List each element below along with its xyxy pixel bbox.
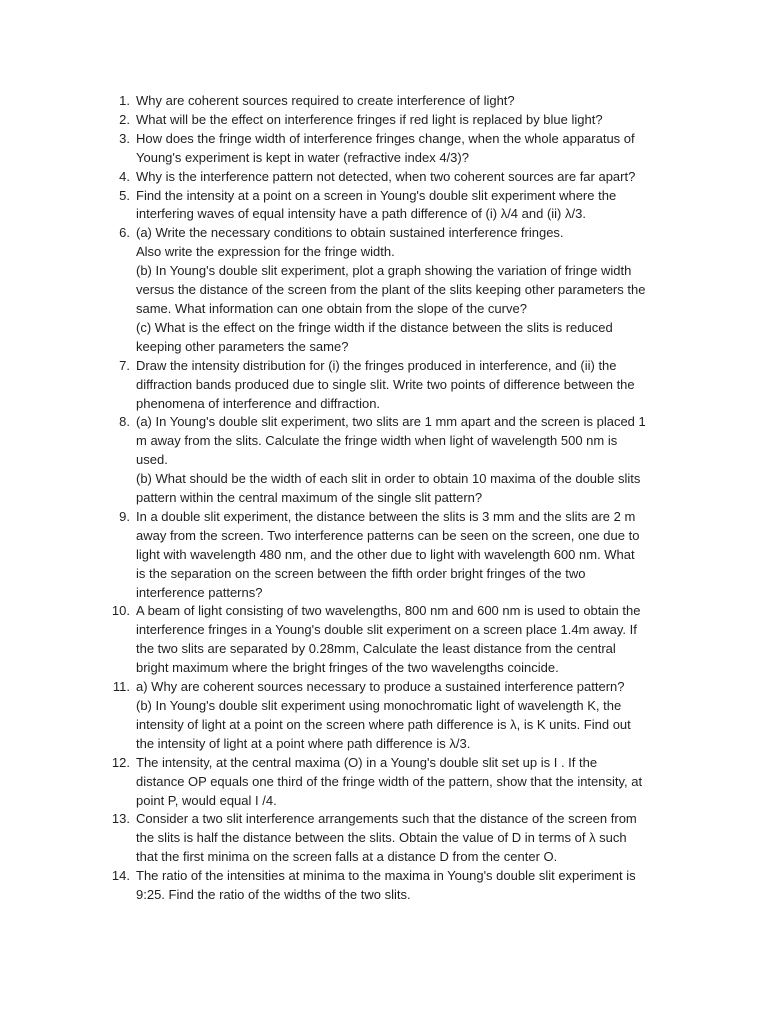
question-item [106, 130, 680, 168]
question-text-line: (b) What should be the width of each slit in order to obtain 10 maxima of the double slits [136, 471, 641, 487]
question-text-line: The intensity, at the central maxima (O) in a Young's double slit set up is I . If the [136, 754, 598, 770]
question-number: 2. [119, 111, 130, 127]
question-text-line: keeping other parameters the same? [136, 338, 349, 354]
question-text-line: diffraction bands produced due to single slit. Write two points of difference between the [136, 376, 635, 392]
question-number: 11. [112, 679, 130, 695]
question-item [106, 413, 680, 508]
question-text-line: phenomena of interference and diffraction. [136, 395, 381, 411]
question-text-line: 9:25. Find the ratio of the widths of the two slits. [136, 887, 411, 903]
question-text-line: In a double slit experiment, the distance between the slits is 3 mm and the slits are 2 m [136, 508, 636, 524]
question-text-line: interference patterns? [136, 584, 263, 600]
question-number: 13. [111, 811, 130, 827]
question-text-line: What will be the effect on interference fringes if red light is replaced by blue light? [136, 111, 603, 127]
question-text-line: intensity of light at a point on the screen where path difference is λ, is K units. Find out [136, 716, 631, 732]
question-text-line: the two slits are separated by 0.28mm, Calculate the least distance from the central [136, 641, 616, 657]
question-number: 5. [119, 187, 130, 203]
question-text-line: Why is the interference pattern not detected, when two coherent sources are far apart? [136, 168, 636, 184]
question-number: 9. [119, 508, 130, 524]
question-item [106, 357, 680, 414]
question-text-line: light with wavelength 480 nm, and the other due to light with wavelength 600 nm. What [136, 546, 635, 562]
question-text-line: away from the screen. Two interference patterns can be seen on the screen, one due to [136, 527, 640, 543]
question-text-line: the intensity of light at a point where path difference is λ/3. [136, 735, 471, 751]
question-number: 14. [111, 868, 130, 884]
question-number: 1. [119, 93, 130, 108]
question-number: 6. [119, 225, 130, 241]
question-number: 4. [119, 168, 130, 184]
question-text-line: is the separation on the screen between the fifth order bright fringes of the two [136, 565, 586, 581]
question-text-line: A beam of light consisting of two wavelengths, 800 nm and 600 nm is used to obtain the [136, 603, 641, 619]
question-text-line: m away from the slits. Calculate the fringe width when light of wavelength 500 nm is [136, 433, 618, 449]
question-item [106, 810, 680, 867]
question-text-line: versus the distance of the screen from the plant of the slits keeping other parameters the [136, 282, 646, 298]
question-item [106, 92, 680, 111]
question-text-line: interference fringes in a Young's double slit experiment on a screen place 1.4m away. If [136, 622, 637, 638]
question-text-line: Young's experiment is kept in water (refractive index 4/3)? [136, 149, 469, 165]
question-number: 3. [119, 130, 130, 146]
question-text-line: Also write the expression for the fringe width. [136, 244, 395, 260]
question-text-line: bright maximum where the bright fringes of the two wavelengths coincide. [136, 660, 559, 676]
question-text-line: used. [136, 452, 168, 468]
question-item [106, 224, 680, 356]
question-number: 8. [119, 414, 130, 430]
question-item [106, 754, 680, 811]
question-text-line: same. What information can one obtain from the slope of the curve? [136, 300, 527, 316]
question-text-line: Consider a two slit interference arrangements such that the distance of the screen from [136, 811, 637, 827]
question-item [106, 602, 680, 678]
question-text-line: (a) Write the necessary conditions to obtain sustained interference fringes. [136, 225, 564, 241]
question-text-line: (c) What is the effect on the fringe width if the distance between the slits is reduced [136, 319, 613, 335]
question-text-line: that the first minima on the screen falls at a distance D from the center O. [136, 849, 558, 865]
question-text-line: the slits is half the distance between the slits. Obtain the value of D in terms of λ such [136, 830, 627, 846]
question-text-line: The ratio of the intensities at minima to the maxima in Young's double slit experiment is [136, 868, 636, 884]
question-text-line: interfering waves of equal intensity have a path difference of (i) λ/4 and (ii) λ/3. [136, 206, 586, 222]
question-text-line: (a) In Young's double slit experiment, two slits are 1 mm apart and the screen is placed 1 [136, 414, 646, 430]
question-text-line: Why are coherent sources required to create interference of light? [136, 93, 515, 108]
question-item [106, 508, 680, 603]
question-list [106, 92, 680, 905]
question-text-line: pattern within the central maximum of the single slit pattern? [136, 490, 483, 506]
question-number: 10. [111, 603, 130, 619]
question-text-line: point P, would equal I /4. [136, 792, 277, 808]
question-text-line: distance OP equals one third of the fringe width of the pattern, show that the intensity, at [136, 773, 643, 789]
question-number: 12. [111, 754, 130, 770]
question-text-line: Find the intensity at a point on a screen in Young's double slit experiment where the [136, 187, 617, 203]
question-text-line: (b) In Young's double slit experiment using monochromatic light of wavelength K, the [136, 698, 622, 713]
question-item [106, 678, 680, 754]
question-item [106, 111, 680, 130]
question-text-line: (b) In Young's double slit experiment, plot a graph showing the variation of fringe width [136, 263, 632, 279]
question-text-line: a) Why are coherent sources necessary to produce a sustained interference pattern? [136, 679, 625, 695]
question-item [106, 867, 680, 905]
question-item [106, 168, 680, 187]
question-number: 7. [119, 357, 130, 373]
question-text-line: Draw the intensity distribution for (i) the fringes produced in interference, and (ii) the [136, 357, 617, 373]
question-text-line: How does the fringe width of interference fringes change, when the whole apparatus of [136, 130, 635, 146]
question-item [106, 187, 680, 225]
